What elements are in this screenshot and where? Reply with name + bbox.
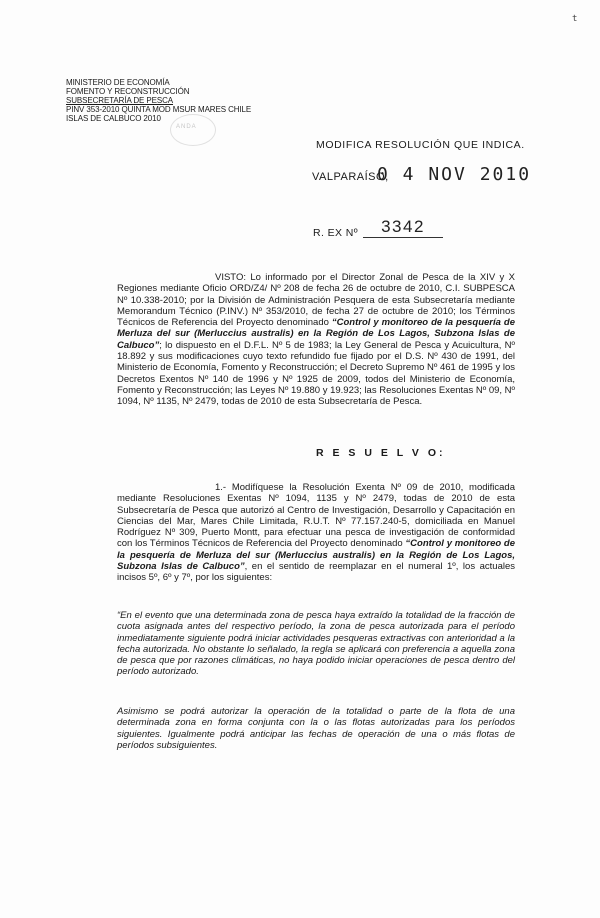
header-line: MINISTERIO DE ECONOMÍA <box>66 78 170 87</box>
reference-title: MODIFICA RESOLUCIÓN QUE INDICA. <box>316 139 525 151</box>
visto-rest: ; lo dispuesto en el D.F.L. Nº 5 de 1983; la Ley General de Pesca y Acuicultura, Nº 18.892 y sus modificaciones cuyo texto refundido fue fijado por el D.S. Nº 430 de 1991, del Ministerio de Economía, Fomento y Reconstrucción; el Decreto Supremo Nº 461 de 1995 y los Decretos Exentos Nº 140 de 1996 y Nº 1925 de 2009, todos del Ministerio de Economía, Fomento y Reconstrucción; las Leyes Nº 19.880 y 19.923; las Resoluciones Exentas Nº 09, Nº 1094, Nº 1135, Nº 2479, todas de 2010 de esta Subsecretaría de Pesca. <box>117 339 516 408</box>
resuelvo-paragraph <box>117 482 515 584</box>
resuelvo-project-name: “Control y monitoreo de la pesquería de Merluza del sur (Merluccius australis) en la Región de Los Lagos, Subzona Islas de Calbuco” <box>117 538 515 573</box>
date-stamp: 0 4 NOV 2010 <box>377 164 532 185</box>
resuelvo-intro: 1.- Modifíquese la Resolución Exenta Nº 09 de 2010, modificada mediante Resoluciones Exentas Nº 1094, 1135 y Nº 2479, todas de 2010 de esta Subsecretaría de Pesca que autorizó al Centro de Investigación, Desarrollo y Capacitación en Ciencias del Mar, Mares Chile Limitada, R.U.T. Nº 77.157.240-5, domiciliada en Manuel Rodríguez Nº 309, Puerto Montt, para efectuar una pesca de investigación de conformidad con los Términos Técnicos de Referencia del Proyecto denominado <box>117 482 515 550</box>
quoted-paragraph-2: Asimismo se podrá autorizar la operación de la totalidad o parte de la flota de una determinada zona en forma conjunta con la o las flotas autorizadas para los períodos siguientes. Igualmente podrá anticipar las fechas de operación de una o más flotas de períodos subsiguientes. <box>117 706 515 751</box>
place-label: VALPARAÍSO, <box>312 171 389 183</box>
stamp-text: ANDA <box>176 124 197 130</box>
header-line: SUBSECRETARÍA DE PESCA <box>66 96 174 105</box>
visto-intro: VISTO: Lo informado por el Director Zonal de Pesca de la XIV y X Regiones mediante Oficio ORD/Z4/ Nº 208 de fecha 26 de octubre de 2010, C.I. SUBPESCA Nº 10.338-2010; por la División de Administración Pesquera de esta Subsecretaría mediante Memorandum Técnico (P.INV.) Nº 353/2010, de fecha 27 de octubre de 2010; los Términos Técnicos de Referencia del Proyecto denominado <box>117 272 515 329</box>
ministry-header <box>66 78 266 123</box>
resuelvo-heading: R E S U E L V O: <box>316 447 446 459</box>
visto-project-name: “Control y monitoreo de la pesquería de Merluza del sur (Merluccius australis) en la Región de Los Lagos, Subzona Islas de Calbuco” <box>117 317 515 351</box>
header-line: PINV 353-2010 QUINTA MOD MSUR MARES CHILE <box>66 105 252 114</box>
resolution-number: 3342 <box>363 217 443 238</box>
quoted-paragraph-1: “En el evento que una determinada zona de pesca haya extraído la totalidad de la fracción de cuota asignada antes del respectivo período, la zona de pesca autorizada para el período inmediatamente siguiente podrá iniciar actividades pesqueras extractivas con anterioridad a la fecha autorizada. No obstante lo señalado, la regla se aplicará con preferencia a aquella zona de pesca que por razones climáticas, no haya podido iniciar operaciones de pesca dentro del período autorizado. <box>117 610 515 678</box>
faded-stamp <box>170 114 216 146</box>
corner-mark: t <box>572 14 578 24</box>
header-line: ISLAS DE CALBUCO 2010 <box>66 114 161 123</box>
visto-paragraph <box>117 272 515 408</box>
resolution-label: R. EX Nº <box>313 227 358 239</box>
resuelvo-rest: , en el sentido de reemplazar en el numeral 1º, los actuales incisos 5º, 6º y 7º, por los siguientes: <box>117 561 515 584</box>
header-line: FOMENTO Y RECONSTRUCCIÓN <box>66 87 190 96</box>
